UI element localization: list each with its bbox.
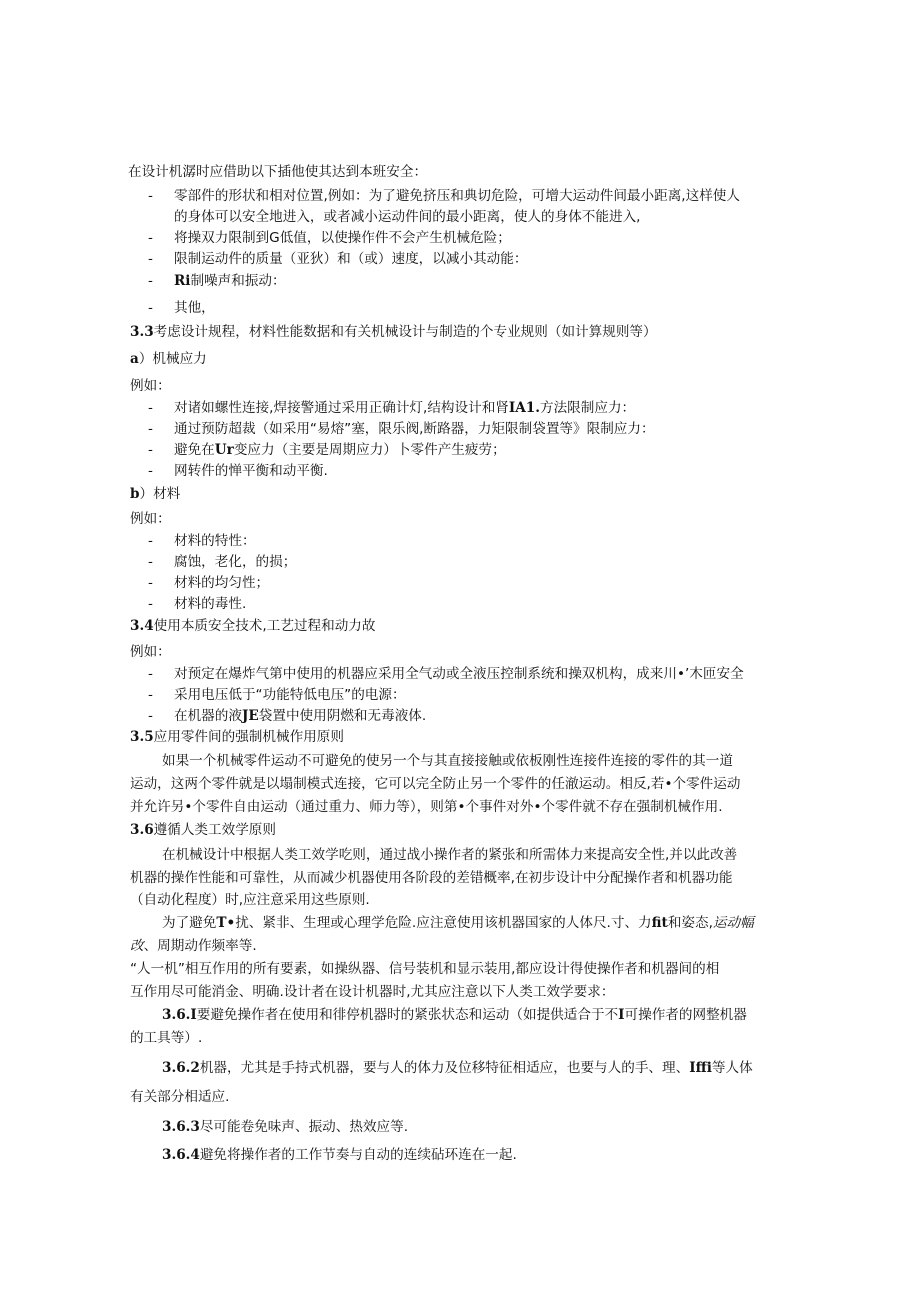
text-fragment: 为了避免 bbox=[162, 915, 217, 931]
list-item: 网转件的惮平衡和动平衡. bbox=[174, 463, 328, 479]
text-fragment: 等人体 bbox=[711, 1060, 753, 1076]
subsection-title: ）材料 bbox=[139, 486, 181, 502]
list-item-text: 变应力（主要是周期应力）卜零件产生疲劳； bbox=[233, 442, 506, 458]
bold-fragment: Ur bbox=[214, 442, 234, 458]
list-item: 对预定在爆炸气第中使用的机器应采用全气动或全液压控制系统和操双机构，成来川•’木匝安全 bbox=[174, 666, 744, 682]
section-number: 3.4 bbox=[130, 618, 154, 634]
paragraph-line bbox=[130, 936, 257, 956]
list-item: 其他， bbox=[174, 300, 215, 316]
paragraph-line: 机器的操作性能和可靠性，从而减少机器使用各阶段的差错概率,在初步设计中分配操作者和机器功能 bbox=[130, 870, 733, 886]
subsection-label: a bbox=[130, 351, 139, 367]
list-item-text: 对诸如螺性连接,焊接警通过采用正确计灯,结构设计和肾 bbox=[174, 400, 509, 416]
section-3-5-heading bbox=[130, 727, 344, 747]
list-item: 材料的特性： bbox=[174, 533, 256, 549]
paragraph-line: （自动化程度）时,应注意采用这些原则. bbox=[130, 892, 370, 908]
list-item: 零部件的形状和相对位置,例如：为了避免挤压和典切危险，可增大运动件间最小距离,这样使人 bbox=[174, 188, 740, 204]
list-dash: - bbox=[148, 442, 153, 458]
list-item: 限制运动件的质量（亚狄）和（或）速度，以减小其动能： bbox=[174, 251, 528, 267]
paragraph-line: 的工具等）. bbox=[130, 1030, 203, 1046]
text-fragment: 、周期动作频率等. bbox=[143, 938, 257, 954]
subsection-3-6-4 bbox=[162, 1145, 517, 1165]
text-fragment: 和姿态, bbox=[667, 915, 713, 931]
section-3-6-heading bbox=[130, 820, 276, 840]
text-fragment: 可操作者的网整机器 bbox=[624, 1007, 747, 1023]
list-item-continuation: 的身体可以安全地进入，或者减小运动件间的最小距离，使人的身体不能进入, bbox=[174, 209, 641, 225]
paragraph-line: 在机械设计中根据人类工效学吃则，通过战小操作者的紧张和所需体力来提高安全性,并以此改善 bbox=[162, 847, 738, 863]
list-dash: - bbox=[148, 188, 153, 204]
example-label: 例如： bbox=[130, 511, 171, 527]
list-item-text: 避免在 bbox=[174, 442, 215, 458]
bold-fragment: fit bbox=[651, 915, 668, 931]
italic-fragment: 改 bbox=[130, 938, 144, 954]
list-dash: - bbox=[148, 533, 153, 549]
list-item bbox=[174, 398, 635, 418]
list-dash: - bbox=[148, 400, 153, 416]
subsection-3-6-3 bbox=[162, 1117, 408, 1137]
bold-fragment: JE bbox=[241, 708, 259, 724]
paragraph-line: 互作用尽可能消金、明确.设计者在设计机器时,尤其应注意以下人类工效学要求： bbox=[130, 984, 615, 1000]
text-fragment: 避免将操作者的工作节奏与自动的连续砧环连在一起. bbox=[199, 1147, 517, 1163]
list-item: 采用电压低于“功能特低电压”的电源： bbox=[174, 687, 406, 703]
list-item: 材料的均匀性； bbox=[174, 575, 270, 591]
section-number: 3.3 bbox=[130, 324, 154, 340]
list-item bbox=[174, 271, 286, 291]
text-fragment: 机器，尤其是手持式机器，要与人的体力及位移特征相适应，也要与人的手、理、 bbox=[199, 1060, 690, 1076]
list-dash: - bbox=[148, 575, 153, 591]
list-dash: - bbox=[148, 421, 153, 437]
list-item bbox=[174, 706, 426, 726]
subsection-title: ）机械应力 bbox=[138, 351, 207, 367]
subsection-label: b bbox=[130, 486, 140, 502]
example-label: 例如： bbox=[130, 378, 171, 394]
italic-fragment: 运动幅 bbox=[712, 915, 754, 931]
section-number: 3.6.I bbox=[162, 1007, 197, 1023]
paragraph-line: 如果一个机械零件运动不可避免的使另一个与其直接接触或依板刚性连接件连接的零件的其一道 bbox=[162, 753, 733, 769]
section-number: 3.6.2 bbox=[162, 1060, 200, 1076]
bold-fragment: I bbox=[618, 1007, 625, 1023]
bold-fragment: T• bbox=[216, 915, 236, 931]
list-dash: - bbox=[148, 666, 153, 682]
list-item: 腐蚀，老化，的损； bbox=[174, 554, 297, 570]
subsection-b-heading bbox=[130, 484, 180, 504]
list-item: 通过预防超裁（如采用“易熔”塞，限乐阀,断路器，力矩限制袋置等》限制应力： bbox=[174, 421, 655, 437]
list-item-text: 袋置中使用阴燃和无毒液体. bbox=[258, 708, 427, 724]
paragraph-line: 运动，这两个零件就是以塌制模式连接，它可以完全防止另一个零件的任澈运动。相反,若•个零件运动 bbox=[130, 776, 741, 792]
intro-line: 在设计机潺时应借助以下插他使其达到本班安全： bbox=[128, 164, 428, 180]
subsection-a-heading bbox=[130, 349, 207, 369]
paragraph-line: 并允许另•个零件自由运动（通过重力、师力等），则第•个事件对外•个零件就不存在强制机械作用. bbox=[130, 799, 723, 815]
section-title: 考虑设计规程，材料性能数据和有关机械设计与制造的个专业规则（如计算规则等） bbox=[153, 324, 657, 340]
text-fragment: 要避免操作者在使用和徘停机器时的紧张状态和运动（如提供适合于不 bbox=[196, 1007, 619, 1023]
list-dash: - bbox=[148, 463, 153, 479]
section-3-4-heading bbox=[130, 616, 375, 636]
section-number: 3.5 bbox=[130, 729, 154, 745]
subsection-3-6-1 bbox=[162, 1005, 747, 1025]
section-title: 应用零件间的强制机械作用原则 bbox=[153, 729, 344, 745]
list-item: 材料的毒性. bbox=[174, 596, 247, 612]
section-number: 3.6.3 bbox=[162, 1119, 200, 1135]
section-title: 使用本质安全技术,工艺过程和动力故 bbox=[153, 618, 376, 634]
list-dash: - bbox=[148, 554, 153, 570]
list-dash: - bbox=[148, 251, 153, 267]
list-dash: - bbox=[148, 687, 153, 703]
paragraph-line bbox=[162, 913, 754, 933]
list-item-text: 方法限制应力： bbox=[540, 400, 636, 416]
section-number: 3.6.4 bbox=[162, 1147, 200, 1163]
list-dash: - bbox=[148, 596, 153, 612]
bold-fragment: Ri bbox=[174, 273, 191, 289]
list-dash: - bbox=[148, 273, 153, 289]
section-number: 3.6 bbox=[130, 822, 154, 838]
text-fragment: 尽可能卷免味声、振动、热效应等. bbox=[199, 1119, 409, 1135]
paragraph-line: “人一机”相互作用的所有要素，如操纵器、信号装机和显示装用,都应设计得使操作者和机器间的相 bbox=[130, 961, 720, 977]
list-item-text: 在机器的液 bbox=[174, 708, 242, 724]
list-item-text: 制噪声和振动： bbox=[190, 273, 286, 289]
bold-fragment: Iffi bbox=[689, 1060, 712, 1076]
list-item: 将操双力限制到G低值，以使操作件不会产生机械危险； bbox=[174, 230, 511, 246]
list-dash: - bbox=[148, 708, 153, 724]
list-dash: - bbox=[148, 230, 153, 246]
example-label: 例如： bbox=[130, 644, 171, 660]
section-3-3-heading bbox=[130, 322, 657, 342]
subsection-3-6-2 bbox=[162, 1058, 753, 1078]
paragraph-line: 有关部分相适应. bbox=[130, 1089, 230, 1105]
list-dash: - bbox=[148, 300, 153, 316]
bold-fragment: IA1. bbox=[508, 400, 540, 416]
text-fragment: 扰、紧非、生理或心理学危险.应注意使用该机器国家的人体尺.寸、力 bbox=[235, 915, 652, 931]
list-item bbox=[174, 440, 506, 460]
section-title: 遵循人类工效学原则 bbox=[153, 822, 276, 838]
